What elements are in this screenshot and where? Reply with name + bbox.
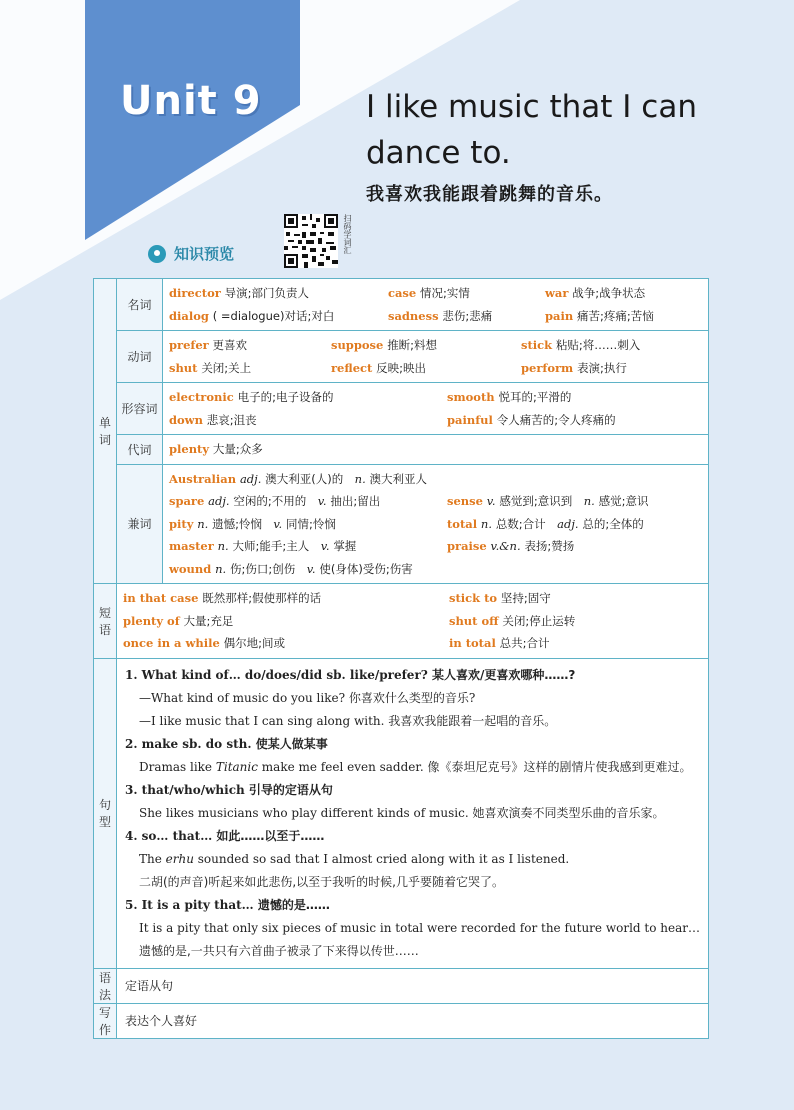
meaning: 偶尔地;间或	[223, 636, 286, 650]
phrase: in that case	[122, 591, 199, 605]
pronouns-label: 代词	[116, 435, 162, 465]
example-sentence: Dramas like Titanic make me feel even sadder. 像《泰坦尼克号》这样的剧情片使我感到更难过。	[138, 759, 692, 774]
word: praise	[446, 539, 487, 553]
meaning: 既然那样;假使那样的话	[202, 591, 322, 605]
list-item	[169, 409, 702, 432]
pos: adj.	[208, 494, 230, 508]
list-item	[169, 468, 702, 491]
list-item	[123, 610, 702, 633]
meaning: 战争;战争状态	[572, 286, 646, 300]
pos: v.	[273, 516, 283, 531]
table-row	[94, 383, 709, 435]
table-row	[94, 968, 709, 1003]
word: down	[168, 412, 203, 427]
table-row	[94, 331, 709, 383]
phrase: once in a while	[122, 636, 220, 650]
word: stick	[520, 338, 553, 352]
meaning: 掌握	[333, 539, 357, 553]
adjectives-content	[162, 383, 708, 435]
meaning: 令人痛苦的;令人疼痛的	[496, 412, 616, 427]
example-sentence: —What kind of music do you like? 你喜欢什么类型的音乐?	[138, 690, 476, 705]
table-row	[94, 584, 709, 659]
meaning: 更喜欢	[212, 338, 248, 352]
pos: n.	[215, 561, 227, 576]
pos: n.	[354, 471, 366, 486]
word: Australian	[168, 471, 237, 486]
list-item	[169, 334, 702, 357]
meaning: 感觉到;意识到	[499, 494, 573, 508]
table-row	[94, 464, 709, 584]
list-item	[123, 632, 702, 655]
pos: n.	[197, 516, 209, 531]
word: plenty	[168, 442, 210, 456]
meaning: 推断;料想	[387, 338, 438, 352]
nouns-label: 名词	[116, 279, 162, 331]
verbs-content	[162, 331, 708, 383]
phrase: in total	[448, 636, 496, 650]
example-translation: 二胡(的声音)听起来如此悲伤,以至于我听的时候,几乎要随着它哭了。	[138, 874, 504, 889]
meaning: 痛苦;疼痛;苦恼	[577, 308, 654, 323]
grammar-value: 定语从句	[116, 968, 708, 1003]
list-item	[169, 386, 702, 409]
pos: v.	[320, 539, 330, 553]
word: wound	[168, 561, 212, 576]
pos: n.	[480, 516, 492, 531]
word: pity	[168, 516, 194, 531]
meaning: 关闭;停止运转	[502, 613, 576, 628]
section-header	[148, 243, 234, 264]
word: spare	[168, 494, 205, 508]
list-item	[169, 558, 702, 581]
word: perform	[520, 360, 574, 375]
example-sentence: The erhu sounded so sad that I almost cried along with it as I listened.	[138, 851, 570, 866]
meaning: 空闲的;不用的	[233, 494, 307, 508]
word: electronic	[168, 390, 234, 404]
list-item	[169, 357, 702, 380]
word: pain	[544, 308, 574, 323]
meaning: 悦耳的;平滑的	[498, 390, 572, 404]
meaning: 感觉;意识	[598, 494, 649, 508]
list-item	[169, 438, 702, 461]
nouns-content	[162, 279, 708, 331]
meaning: 使(身体)受伤;伤害	[319, 561, 413, 576]
pos: n.	[217, 539, 229, 553]
verbs-label: 动词	[116, 331, 162, 383]
writing-value: 表达个人喜好	[116, 1003, 708, 1038]
word: smooth	[446, 390, 495, 404]
vocab-category: 单词	[94, 279, 117, 584]
word: case	[387, 286, 417, 300]
sentences-label: 句型	[94, 658, 117, 968]
location-pin-icon	[148, 245, 166, 263]
word: reflect	[330, 360, 373, 375]
meaning: 反映;映出	[376, 360, 427, 375]
pattern-heading: 5. It is a pity that… 遗憾的是……	[124, 897, 330, 912]
list-item	[169, 513, 702, 536]
multi-content	[162, 464, 708, 584]
qr-code-icon[interactable]	[284, 214, 338, 268]
meaning: 表演;执行	[577, 360, 627, 375]
phrases-content	[116, 584, 708, 659]
unit-title-english: I like music that I can dance to.	[366, 89, 697, 171]
word: dialog	[168, 308, 209, 323]
pattern-heading: 4. so… that… 如此……以至于……	[124, 828, 325, 843]
table-row	[94, 435, 709, 465]
example-sentence: She likes musicians who play different kinds of music. 她喜欢演奏不同类型乐曲的音乐家。	[138, 805, 665, 820]
table-row	[94, 1003, 709, 1038]
word: shut	[168, 360, 198, 375]
multi-label: 兼词	[116, 464, 162, 584]
meaning: 表扬;赞扬	[524, 539, 575, 553]
phrase: plenty of	[122, 613, 180, 628]
word: master	[168, 539, 214, 553]
meaning: 悲伤;悲痛	[442, 308, 493, 323]
meaning: 大师;能手;主人	[232, 539, 310, 553]
sentences-content	[116, 658, 708, 968]
pos: adj.	[239, 471, 262, 486]
pronouns-content	[162, 435, 708, 465]
word: director	[168, 286, 221, 300]
meaning: 情况;实情	[420, 286, 470, 300]
example-sentence: —I like music that I can sing along with. 我喜欢我能跟着一起唱的音乐。	[138, 713, 557, 728]
section-label: 知识预览	[174, 245, 235, 263]
meaning: 总共;合计	[499, 636, 550, 650]
meaning: 粘贴;将……刺入	[555, 338, 641, 352]
meaning: 澳大利亚人	[369, 471, 428, 486]
word: painful	[446, 412, 493, 427]
pos: v.	[317, 494, 327, 508]
table-row	[94, 279, 709, 331]
knowledge-table	[93, 278, 709, 1039]
pattern-heading: 2. make sb. do sth. 使某人做某事	[124, 736, 328, 751]
pos: v.	[486, 494, 496, 508]
adjectives-label: 形容词	[116, 383, 162, 435]
meaning: 同情;怜悯	[286, 516, 336, 531]
pos: v.&n.	[490, 539, 521, 553]
meaning: 大量;充足	[183, 613, 234, 628]
pattern-heading: 1. What kind of… do/does/did sb. like/prefer? 某人喜欢/更喜欢哪种……?	[124, 667, 576, 682]
meaning: 大量;众多	[212, 442, 263, 456]
grammar-label: 语法	[94, 968, 117, 1003]
pos: v.	[306, 561, 316, 576]
meaning: 抽出;留出	[330, 494, 381, 508]
meaning: 导演;部门负责人	[224, 286, 310, 300]
meaning: 悲哀;沮丧	[206, 412, 257, 427]
list-item	[169, 305, 702, 328]
list-item	[169, 535, 702, 558]
unit-title-chinese: 我喜欢我能跟着跳舞的音乐。	[366, 184, 613, 205]
phrase: stick to	[448, 591, 498, 605]
phrases-label: 短语	[94, 584, 117, 659]
meaning: 遗憾;怜悯	[212, 516, 262, 531]
phrase: shut off	[448, 613, 499, 628]
meaning: 伤;伤口;创伤	[230, 561, 296, 576]
meaning: 总的;全体的	[582, 516, 644, 531]
list-item	[123, 587, 702, 610]
example-translation: 遗憾的是,一共只有六首曲子被录了下来得以传世……	[138, 943, 419, 958]
pattern-heading: 3. that/who/which 引导的定语从句	[124, 782, 333, 797]
pos: n.	[583, 494, 595, 508]
word: sense	[446, 494, 483, 508]
qr-caption: 扫码学词汇	[343, 214, 352, 254]
pos: adj.	[557, 516, 579, 531]
meaning: 关闭;关上	[201, 360, 252, 375]
meaning: 澳大利亚(人)的	[265, 471, 344, 486]
list-item	[169, 282, 702, 305]
example-sentence: It is a pity that only six pieces of music in total were recorded for the future world to hear…	[138, 920, 700, 935]
meaning: 坚持;固守	[500, 591, 551, 605]
list-item	[169, 490, 702, 513]
writing-label: 写作	[94, 1003, 117, 1038]
word: suppose	[330, 338, 384, 352]
unit-number: Unit 9	[120, 78, 262, 124]
word: prefer	[168, 338, 209, 352]
meaning: 总数;合计	[495, 516, 546, 531]
word: total	[446, 516, 478, 531]
word: war	[544, 286, 569, 300]
word: sadness	[387, 308, 439, 323]
meaning: ( =dialogue)对话;对白	[212, 308, 335, 323]
meaning: 电子的;电子设备的	[237, 390, 334, 404]
table-row	[94, 658, 709, 968]
